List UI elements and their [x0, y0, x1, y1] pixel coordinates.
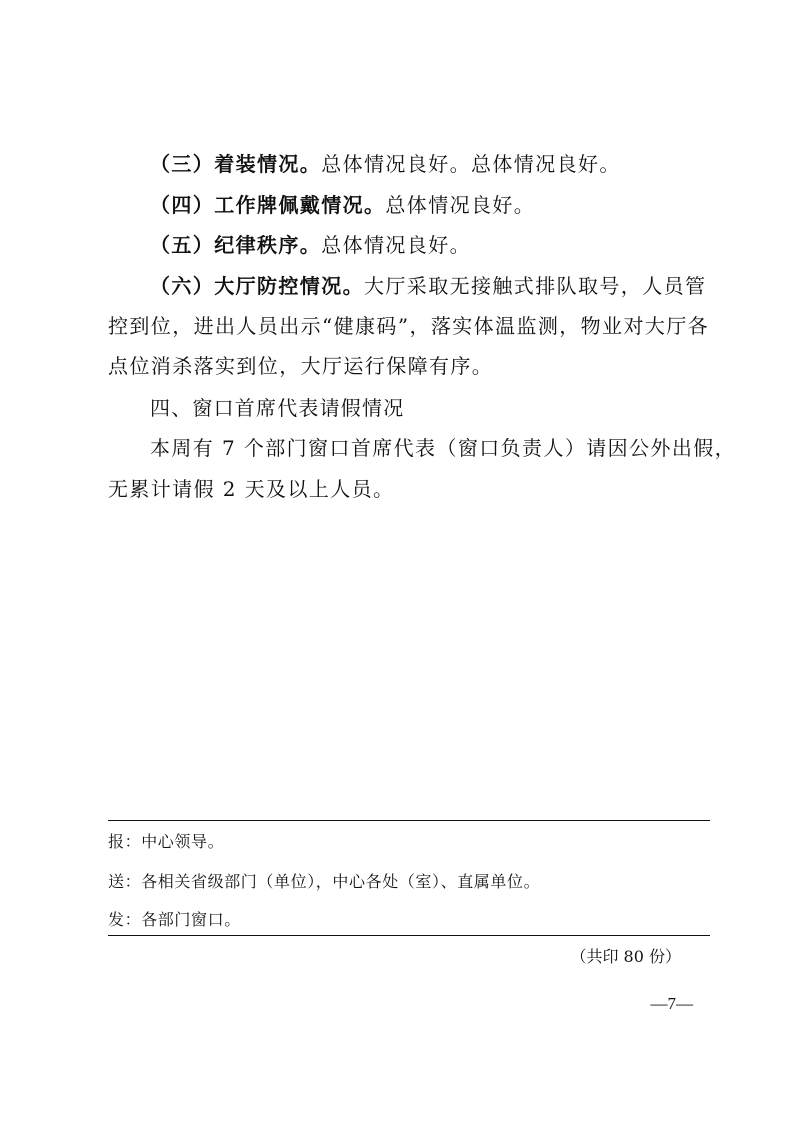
leave-paragraph-line1: 本周有 7 个部门窗口首席代表（窗口负责人）请因公外出假， [150, 436, 737, 460]
item-hall-control [150, 274, 707, 298]
item-hall-control-line3: 点位消杀落实到位，大厅运行保障有序。 [108, 354, 494, 378]
distribution-bottom-rule [108, 935, 710, 936]
item-discipline-text: 总体情况良好。 [321, 233, 472, 257]
item-badge [150, 193, 535, 217]
page-number: —7— [650, 994, 693, 1013]
item-badge-lead: （四）工作牌佩戴情况。 [150, 193, 386, 217]
leave-paragraph-line2: 无累计请假 2 天及以上人员。 [108, 477, 395, 501]
distribution-top-rule [108, 820, 710, 821]
item-hall-control-line1: 大厅采取无接触式排队取号，人员管 [364, 274, 707, 298]
item-dress [150, 152, 621, 176]
distribution-issue: 发：各部门窗口。 [108, 910, 241, 929]
print-count: （共印 80 份） [570, 947, 681, 966]
distribution-send: 送：各相关省级部门（单位），中心各处（室）、直属单位。 [108, 872, 541, 891]
item-discipline [150, 233, 471, 257]
item-dress-lead: （三）着装情况。 [150, 152, 322, 176]
item-hall-control-line2: 控到位，进出人员出示“健康码”，落实体温监测，物业对大厅各 [108, 314, 710, 338]
item-dress-text: 总体情况良好。总体情况良好。 [321, 152, 621, 176]
distribution-report: 报：中心领导。 [108, 832, 225, 851]
section-heading: 四、窗口首席代表请假情况 [150, 396, 405, 420]
item-hall-control-lead: （六）大厅防控情况。 [150, 274, 364, 298]
item-badge-text: 总体情况良好。 [385, 193, 536, 217]
item-discipline-lead: （五）纪律秩序。 [150, 233, 322, 257]
